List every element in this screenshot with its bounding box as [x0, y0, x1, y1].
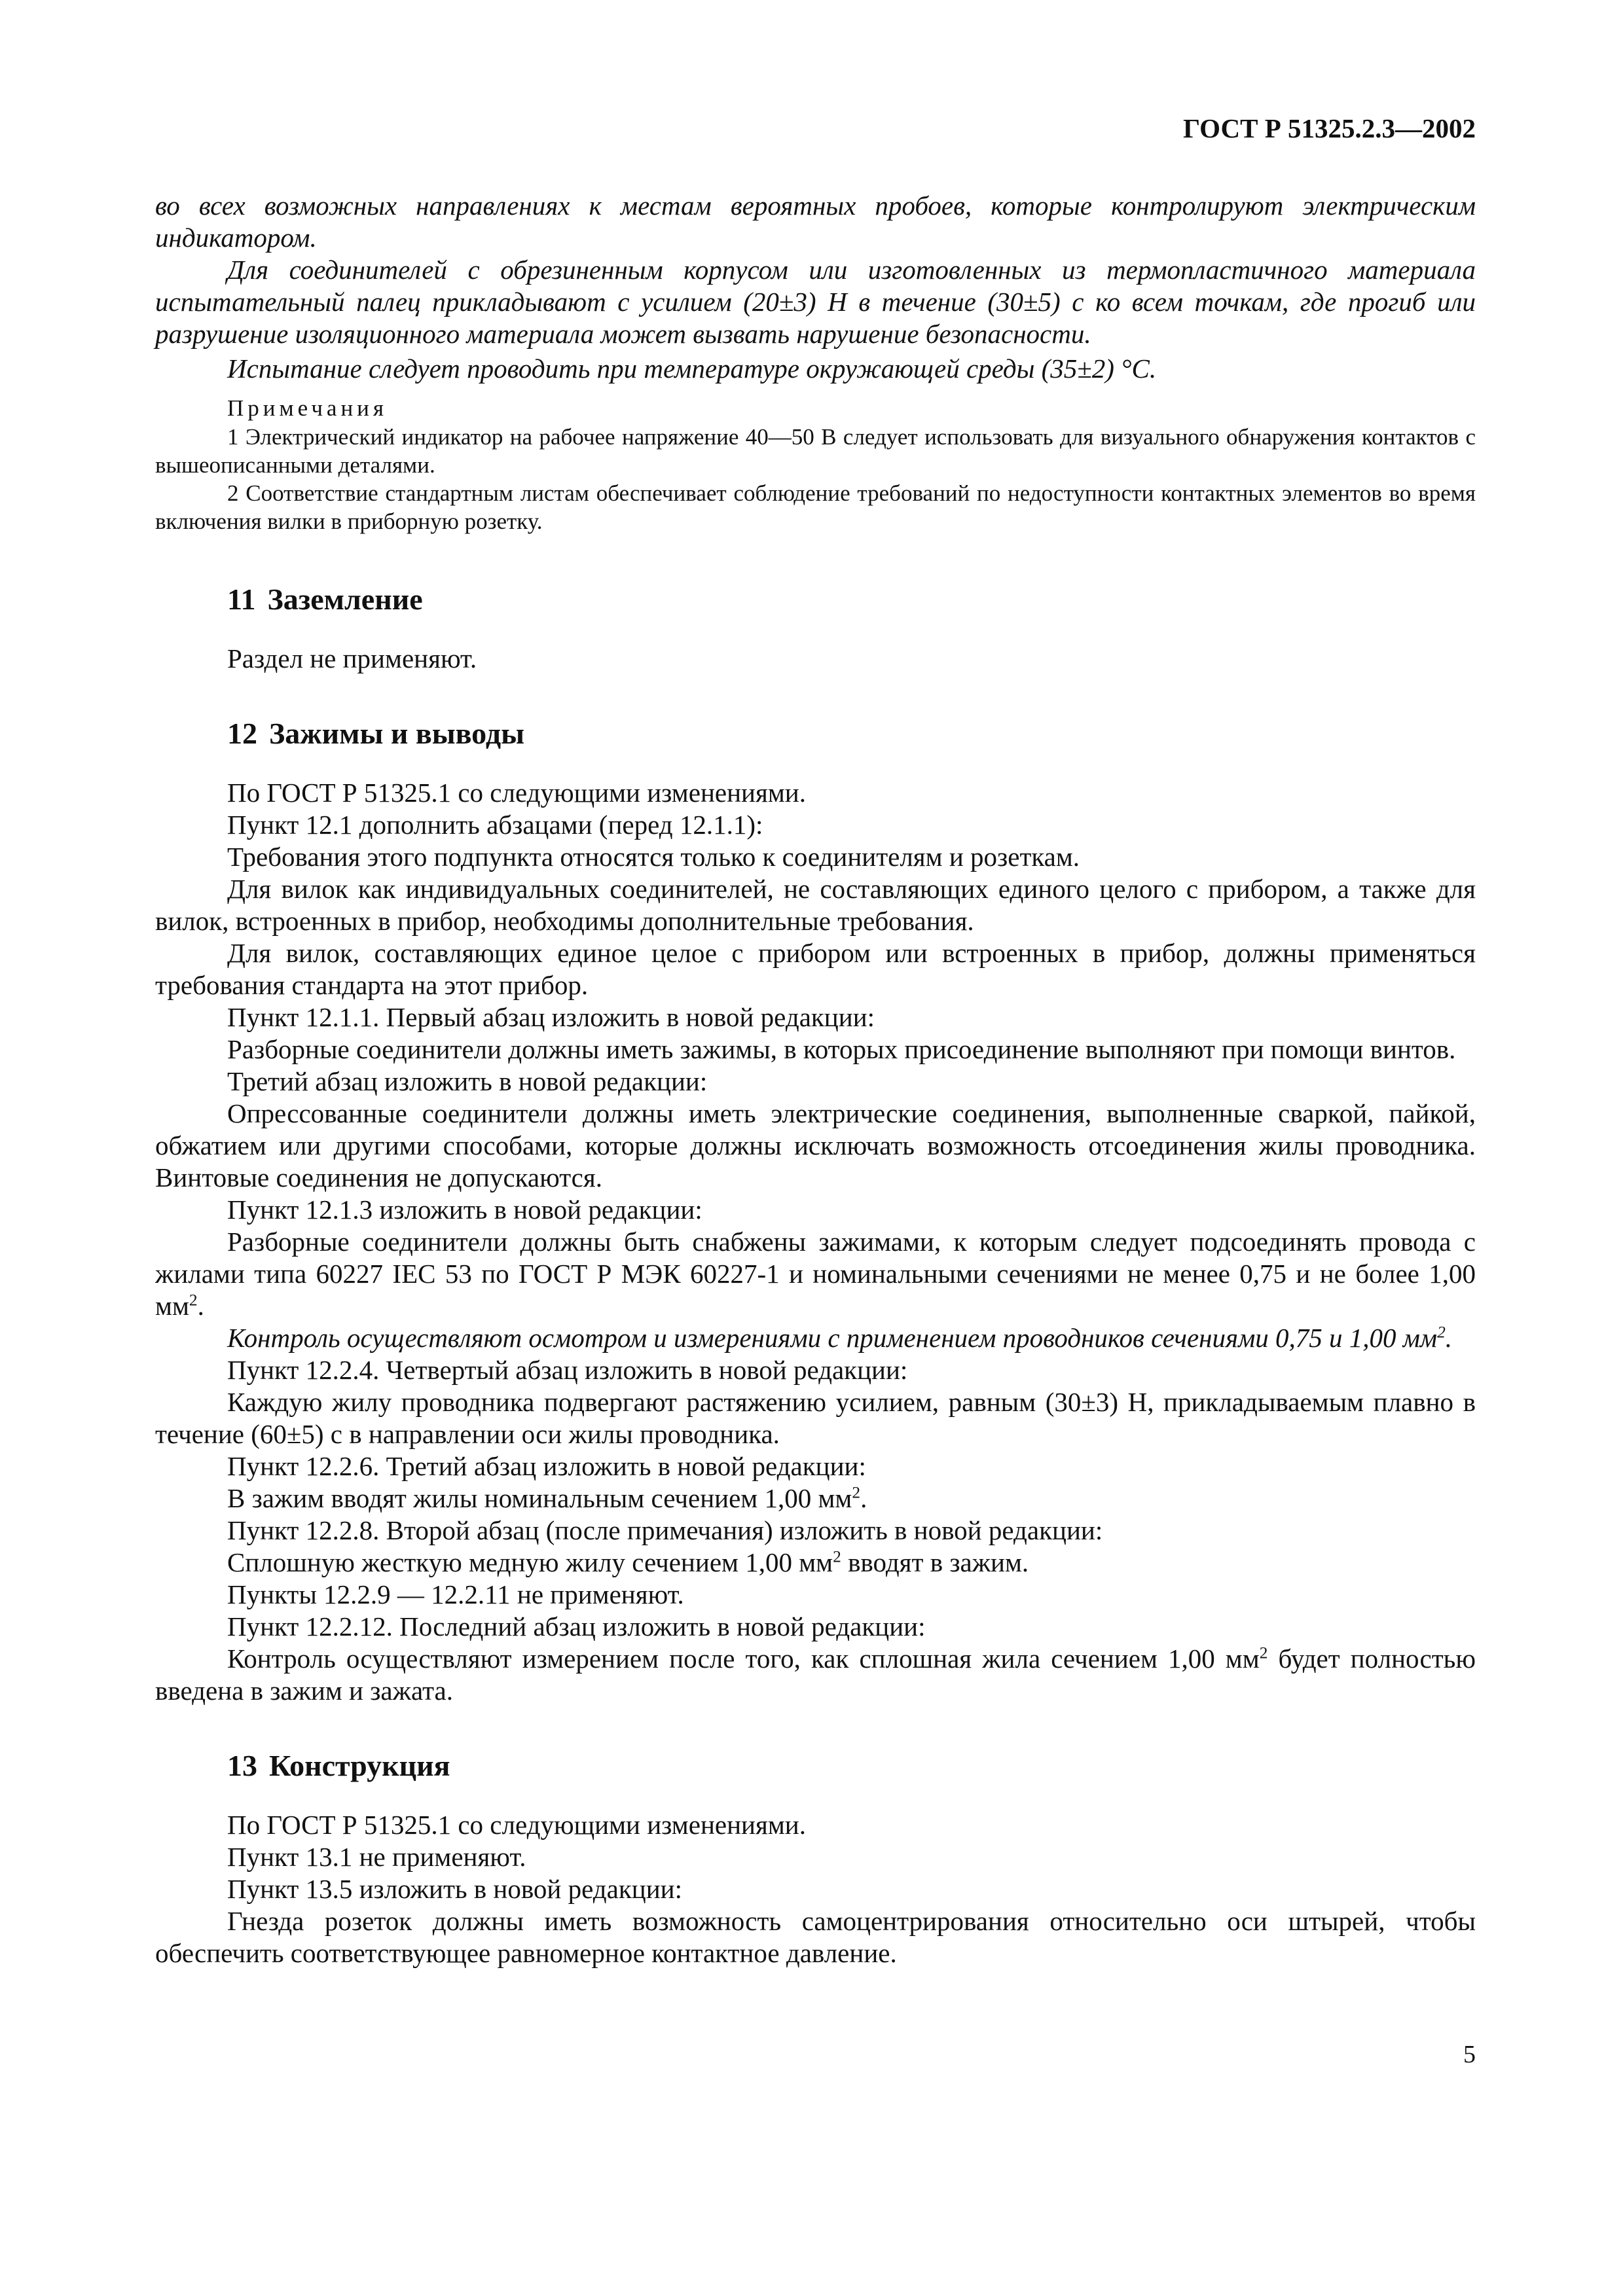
paragraph: Гнезда розеток должны иметь возможность самоцентрирования относительно оси штырей, чтобы обеспечить соответствующее равномерное контактное давление.	[155, 1906, 1476, 1968]
paragraph: Требования этого подпункта относятся только к соединителям и розеткам.	[227, 842, 1080, 872]
section-number: 11	[227, 583, 256, 616]
paragraph: Опрессованные соединители должны иметь электрические соединения, выполненные сваркой, пайкой, обжатием или другими способами, которые должны исключать возможность отсоединения жилы проводника. Винтовые соединения не допускаются.	[155, 1098, 1476, 1193]
paragraph: во всех возможных направлениях к местам вероятных пробоев, которые контролируют электрическим индикатором.	[155, 190, 1476, 253]
notes-title: Примечания	[227, 395, 388, 421]
paragraph: Раздел не применяют.	[227, 643, 477, 673]
section-heading-13	[155, 1748, 1476, 1784]
paragraph: Пункт 13.1 не применяют.	[227, 1842, 526, 1872]
section-title: Заземление	[267, 583, 423, 616]
paragraph: Третий абзац изложить в новой редакции:	[227, 1066, 708, 1096]
paragraph: Разборные соединители должны быть снабжены зажимами, к которым следует подсоединять провода с жилами типа 60227 IEC 53 по ГОСТ Р МЭК 60227-1 и номинальными сечениями не менее 0,75 и не более 1,00 $мм^2$.	[155, 1227, 1476, 1321]
paragraph: Для вилок, составляющих единое целое с прибором или встроенных в прибор, должны применяться требования стандарта на этот прибор.	[155, 938, 1476, 1000]
note-1: 1 Электрический индикатор на рабочее напряжение 40—50 В следует использовать для визуального обнаружения контактов с вышеописанными деталями.	[155, 424, 1476, 478]
section-number: 12	[227, 717, 257, 750]
page-number: 5	[1463, 2041, 1476, 2068]
paragraph: Пункт 12.1.1. Первый абзац изложить в новой редакции:	[227, 1002, 875, 1032]
paragraph: Пункт 12.2.4. Четвертый абзац изложить в новой редакции:	[227, 1355, 908, 1385]
paragraph: Пункты 12.2.9 — 12.2.11 не применяют.	[227, 1579, 684, 1609]
page-body	[155, 190, 1476, 1969]
section-number: 13	[227, 1749, 257, 1782]
paragraph: Контроль осуществляют осмотром и измерениями с применением проводников сечениями 0,75 и 1,00 $мм^2$.	[227, 1323, 1453, 1353]
paragraph: По ГОСТ Р 51325.1 со следующими изменениями.	[227, 778, 806, 808]
paragraph: Для соединителей с обрезиненным корпусом или изготовленных из термопластичного материала испытательный палец прикладывают с усилием (20±3) Н в течение (30±5) с ко всем точкам, где прогиб или разрушение изоляционного материала может вызвать нарушение безопасности.	[155, 255, 1476, 349]
paragraph: Пункт 12.2.6. Третий абзац изложить в новой редакции:	[227, 1451, 866, 1481]
paragraph: Испытание следует проводить при температуре окружающей среды (35±2) °С.	[227, 353, 1157, 384]
section-13-body	[155, 1809, 1476, 1969]
paragraph: Пункт 13.5 изложить в новой редакции:	[227, 1874, 682, 1904]
paragraph: По ГОСТ Р 51325.1 со следующими изменениями.	[227, 1810, 806, 1840]
paragraph: Пункт 12.2.8. Второй абзац (после примечания) изложить в новой редакции:	[227, 1515, 1103, 1545]
paragraph: Для вилок как индивидуальных соединителей, не составляющих единого целого с прибором, а также для вилок, встроенных в прибор, необходимы дополнительные требования.	[155, 874, 1476, 936]
section-title: Конструкция	[269, 1749, 450, 1782]
note-2: 2 Соответствие стандартным листам обеспечивает соблюдение требований по недоступности контактных элементов во время включения вилки в приборную розетку.	[155, 480, 1476, 534]
section-heading-12	[155, 715, 1476, 752]
section-heading-11	[155, 581, 1476, 618]
paragraph: Пункт 12.2.12. Последний абзац изложить в новой редакции:	[227, 1611, 926, 1641]
section-title: Зажимы и выводы	[269, 717, 525, 750]
paragraph: Разборные соединители должны иметь зажимы, в которых присоединение выполняют при помощи винтов.	[227, 1034, 1456, 1064]
paragraph: В зажим вводят жилы номинальным сечением 1,00 $мм^2$.	[227, 1483, 867, 1513]
paragraph: Сплошную жесткую медную жилу сечением 1,00 $мм^2$ вводят в зажим.	[227, 1547, 1029, 1577]
document-code: ГОСТ Р 51325.2.3—2002	[1183, 113, 1476, 143]
paragraph: Пункт 12.1.3 изложить в новой редакции:	[227, 1194, 702, 1225]
paragraph: Контроль осуществляют измерением после того, как сплошная жила сечением 1,00 $мм^2$ будет полностью введена в зажим и зажата.	[155, 1643, 1476, 1706]
paragraph: Пункт 12.1 дополнить абзацами (перед 12.1.1):	[227, 810, 763, 840]
section-12-body	[155, 777, 1476, 1707]
paragraph: Каждую жилу проводника подвергают растяжению усилием, равным (30±3) Н, прикладываемым плавно в течение (60±5) с в направлении оси жилы проводника.	[155, 1387, 1476, 1449]
